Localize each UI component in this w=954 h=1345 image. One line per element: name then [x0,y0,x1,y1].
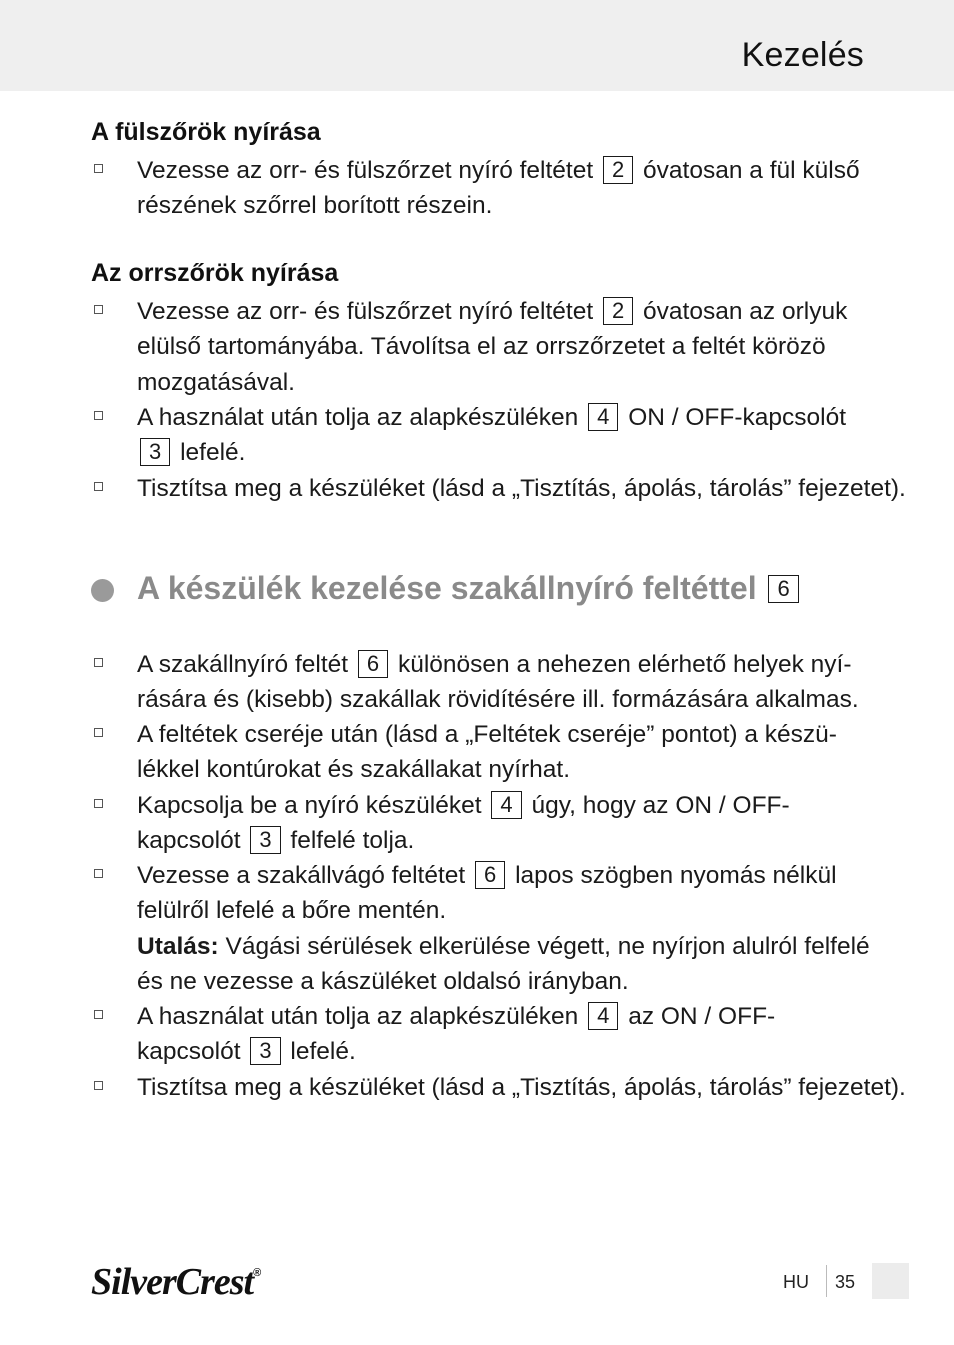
item-text: Kapcsolja be a nyíró készüléket [137,792,482,819]
note-label: Utalás: [137,932,219,960]
item-text: Vezesse az orr- és fülszőrzet nyíró feltétet [137,298,594,325]
part-reference: 6 [768,575,798,603]
item-text: Tisztítsa meg a készüléket (lásd a „Tisztítás, ápolás, tárolás” fejezetet). [137,475,906,502]
part-reference: 4 [491,791,521,819]
item-text: óvatosan a fül külső részének szőrrel borított részein. [137,157,860,220]
checkbox-bullet-icon [94,411,103,420]
item-text: Tisztítsa meg a készüléket (lásd a „Tisztítás, ápolás, tárolás” fejezetet). [137,1074,906,1101]
heading-text: A készülék kezelése szakállnyíró feltéttel [137,570,757,606]
part-reference: 3 [250,826,280,854]
item-text: az ON / OFF-kapcsolót [137,1003,776,1066]
footer-divider [826,1265,827,1297]
item-text: lefelé. [290,1038,356,1066]
part-reference: 3 [250,1037,280,1065]
checkbox-bullet-icon [94,1010,103,1019]
checkbox-bullet-icon [94,305,103,314]
checkbox-bullet-icon [94,1081,103,1090]
checkbox-bullet-icon [94,869,103,878]
checkbox-bullet-icon [94,164,103,173]
item-text: felfelé tolja. [290,827,415,855]
item-text: A használat után tolja az alapkészüléken [137,404,579,431]
item-text: A szakállnyíró feltét [137,651,349,678]
item-text: Vezesse az orr- és fülszőrzet nyíró feltétet [137,157,594,184]
part-reference: 3 [140,438,170,466]
language-code: HU [783,1272,809,1292]
checkbox-bullet-icon [94,799,103,808]
section-heading-nose: Az orrszőrök nyírása [91,259,339,287]
item-text: óvatosan az orlyuk elülső tartományába. Távolítsa el az orrszőrzetet a feltét körözö mozgatásával. [137,298,848,396]
part-reference: 6 [475,861,505,889]
registered-mark: ® [253,1267,261,1279]
part-reference: 2 [603,297,633,325]
note-text: Vágási sérülések elkerülése végett, ne nyírjon alulról felfelé és ne vezesse a kászüléket oldalsó irányban. [137,932,870,995]
checkbox-bullet-icon [94,728,103,737]
page-title: Kezelés [741,36,864,74]
checkbox-bullet-icon [94,482,103,491]
item-text: különösen a nehezen elérhető helyek nyí-rására és (kisebb) szakállak rövidítésére ill. formázására alkalmas. [137,651,859,714]
part-reference: 2 [603,156,633,184]
brand-logo [91,1260,260,1304]
section-heading-ear: A fülszőrök nyírása [91,118,321,146]
part-reference: 6 [358,650,388,678]
item-text: lapos szögben nyomás nélkül felülről lefelé a bőre mentén. [137,862,837,925]
item-text: A feltétek cseréje után (lásd a „Feltétek cseréje” pontot) a készü-lékkel kontúrokat és szakállakat nyírhat. [137,721,837,784]
item-text: A használat után tolja az alapkészüléken [137,1003,579,1030]
item-text: lefelé. [180,439,246,467]
part-reference: 4 [588,403,618,431]
part-reference: 4 [588,1002,618,1030]
page-number: 35 [835,1272,856,1292]
section-heading-beard [137,570,802,607]
section-bullet-icon [91,579,114,602]
item-text: úgy, hogy az ON / OFF-kapcsolót [137,792,790,855]
item-text: Vezesse a szakállvágó feltétet [137,862,466,889]
footer-tab-marker [872,1263,909,1299]
item-text: ON / OFF-kapcsolót [628,404,847,431]
checkbox-bullet-icon [94,658,103,667]
brand-name: SilverCrest [91,1261,254,1303]
